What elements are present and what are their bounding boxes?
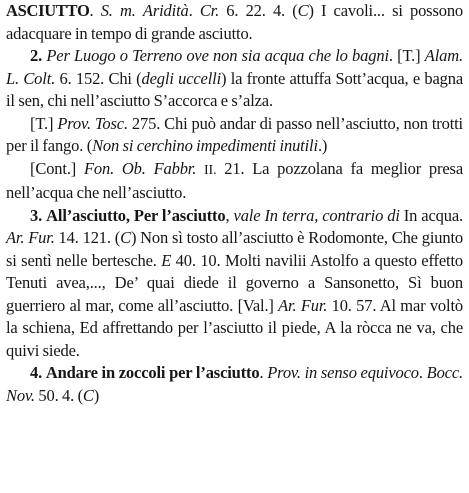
source-citation: Ar. Fur. (278, 295, 328, 315)
entry-sense-2: 2. Per Luogo o Terreno ove non sia acqua che lo bagni. [T.] Alam. L. Colt. 6. 152. Chi (degli uccelli) la fronte attuffa Sott’acqua, e bagna il sen, chi nell’asciutto S’accorca e s’alza. (6, 46, 464, 110)
part-of-speech: S. m. (100, 1, 136, 20)
source-citation: E (161, 250, 172, 270)
entry-definition-1: ASCIUTTO. S. m. Aridità. Cr. 6. 22. 4. (C) I cavoli... si possono adacquare in tempo di grande asciutto. (6, 1, 464, 43)
sense-number: 2. (30, 46, 43, 65)
crusca-mark: C (120, 228, 131, 247)
source-citation: Prov. Tosc. (57, 113, 128, 133)
source-citation: Bocc. Nov. (6, 363, 463, 405)
sense-definition: vale In terra, contrario di (233, 205, 400, 225)
entry-proverb: [T.] Prov. Tosc. 275. Chi può andar di passo nell’asciutto, non trotti per il fango. (Non si cerchino impedimenti inutili.) (6, 113, 463, 155)
proverb-note: Non si cerchino impedimenti inutili (92, 136, 318, 155)
sense-number: 4. (30, 363, 43, 382)
source-citation: Fon. Ob. Fabbr. (83, 158, 197, 178)
sense-definition: Prov. in senso equivoco (267, 363, 419, 382)
source-citation: Cr. (199, 1, 220, 20)
headword: ASCIUTTO (6, 1, 90, 20)
entry-sense-3: 3. All’asciutto, Per l’asciutto, vale In terra, contrario di In acqua. Ar. Fur. 14. 121. (C) Non sì tosto all’asciutto è Rodomonte, Che giunto si sentì nelle bertesche. E 40. 10. Molti navilii Astolfo a questo effetto Tenuti avea,..., De’ quai diede il governo a Sansonetto, Sì buon guerriero al mar, come all’asciutto. [Val.] Ar. Fur. 10. 57. Al mar voltò la schiena, Ed affrettando per l’asciutto il piede, A la ròcca ne va, che quivi siede. (6, 205, 463, 360)
sense-number: 3. (30, 205, 43, 225)
source-citation: Alam. L. Colt. (6, 46, 463, 88)
gloss: Aridità (142, 1, 189, 20)
phrase: Andare in zoccoli per l’asciutto (45, 363, 260, 382)
entry-continuation: [Cont.] Fon. Ob. Fabbr. II. 21. La pozzolana fa meglior presa nell’acqua che nell’asciutto. (6, 158, 463, 202)
phrase: All’asciutto, Per l’asciutto (46, 205, 226, 225)
crusca-mark: C (82, 385, 94, 405)
roman-numeral: II. (204, 162, 217, 178)
editorial-gloss: degli uccelli (141, 68, 222, 88)
sense-definition: Per Luogo o Terreno ove non sia acqua che lo bagni (46, 46, 389, 65)
source-citation: Ar. Fur. (6, 228, 55, 247)
entry-sense-4: 4. Andare in zoccoli per l’asciutto. Prov. in senso equivoco. Bocc. Nov. 50. 4. (C) (6, 363, 463, 405)
crusca-mark: C (297, 1, 309, 20)
